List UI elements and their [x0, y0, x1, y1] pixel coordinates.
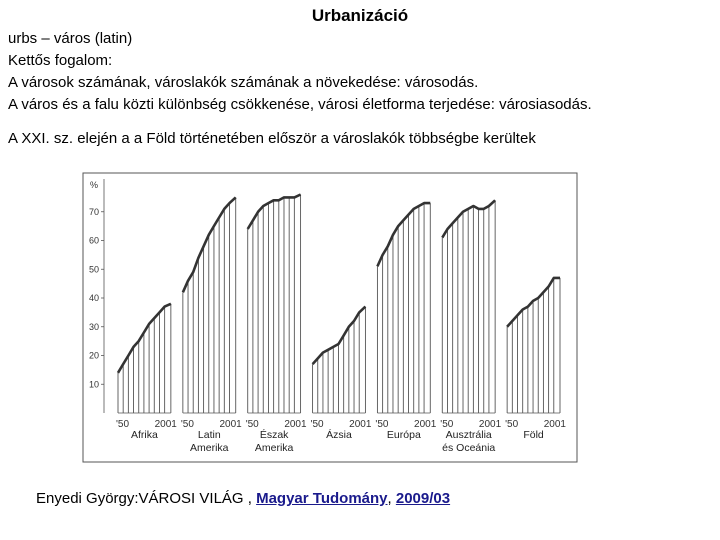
series-line: [377, 203, 430, 266]
x-start-label: '50: [180, 419, 194, 430]
highlight-line: A XXI. sz. elején a a Föld történetében először a városlakók többségbe kerültek: [8, 130, 536, 147]
x-end-label: 2001: [154, 419, 177, 430]
region-label: Észak: [259, 429, 289, 441]
region-label-line2: Amerika: [254, 442, 294, 454]
y-tick-label: 30: [88, 321, 99, 332]
y-tick-label: 40: [88, 293, 99, 303]
definition-line-4: A város és a falu közti különbség csökkenése, városi életforma terjedése: városiasodás.: [8, 96, 592, 113]
series-line: [248, 195, 301, 230]
y-tick-label: 20: [88, 350, 99, 361]
x-start-label: '50: [116, 419, 130, 430]
y-tick-label: 10: [88, 379, 99, 390]
y-unit-label: %: [90, 180, 99, 190]
series-line: [442, 200, 495, 237]
series-line: [313, 307, 366, 365]
citation-prefix: Enyedi György:VÁROSI VILÁG ,: [36, 490, 257, 507]
y-tick-label: 60: [88, 235, 99, 246]
urbanization-chart: [80, 170, 580, 465]
x-start-label: '50: [375, 419, 389, 430]
y-tick-label: 70: [88, 206, 99, 217]
region-label: Afrika: [131, 429, 158, 441]
definition-line-2: Kettős fogalom:: [8, 52, 113, 69]
y-tick-label: 50: [88, 264, 99, 275]
citation: [36, 490, 450, 507]
issue-link[interactable]: 2009/03: [395, 490, 451, 507]
x-end-label: 2001: [478, 419, 502, 430]
page-title: Urbanizáció: [311, 6, 409, 25]
x-start-label: '50: [440, 419, 454, 430]
x-start-label: '50: [245, 419, 259, 430]
x-end-label: 2001: [284, 419, 307, 430]
region-label: Latin: [197, 429, 221, 441]
x-end-label: 2001: [349, 419, 372, 430]
x-start-label: '50: [505, 419, 519, 430]
region-label: Föld: [523, 429, 544, 441]
series-line: [183, 197, 236, 292]
region-label: Ausztrália: [445, 429, 492, 441]
x-end-label: 2001: [414, 419, 437, 430]
series-line: [507, 278, 560, 327]
region-label-line2: Amerika: [190, 442, 229, 454]
x-end-label: 2001: [543, 419, 566, 430]
region-label-line2: és Oceánia: [442, 442, 496, 454]
region-label: Ázsia: [326, 429, 352, 441]
series-line: [118, 304, 171, 373]
x-start-label: '50: [310, 419, 324, 430]
region-label: Európa: [386, 429, 421, 441]
citation-separator: ,: [387, 490, 396, 507]
x-end-label: 2001: [219, 419, 242, 430]
definition-line-3: A városok számának, városlakók számának a növekedése: városodás.: [8, 74, 479, 91]
magyar-tudomany-link[interactable]: Magyar Tudomány: [256, 490, 388, 507]
definition-line-1: urbs – város (latin): [8, 30, 133, 47]
